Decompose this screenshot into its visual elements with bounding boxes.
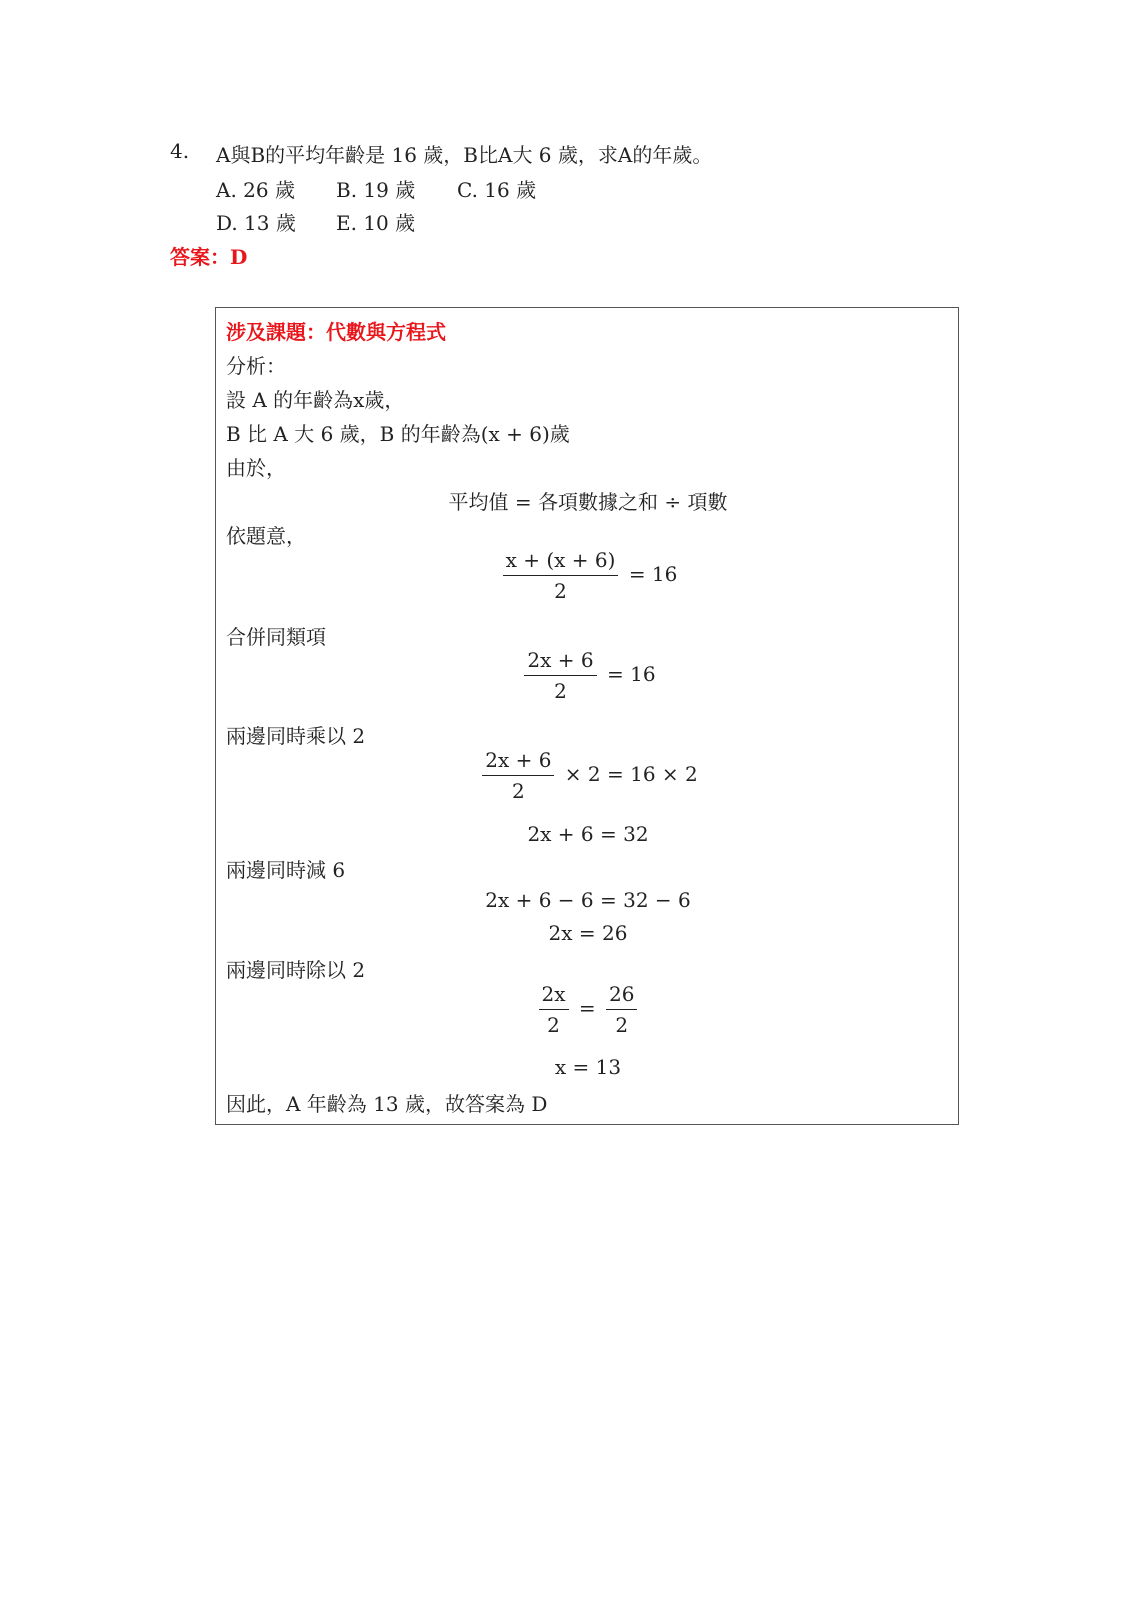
equation-7-left-fraction xyxy=(539,982,569,1037)
conclusion: 因此，A 年齡為 13 歲，故答案為 D xyxy=(226,1092,548,1116)
equation-3-fraction xyxy=(482,748,554,803)
average-formula: 平均值 = 各項數據之和 ÷ 項數 xyxy=(448,490,728,514)
answer-label: 答案：D xyxy=(170,245,248,269)
equation-3-denominator: 2 xyxy=(511,779,525,803)
topic-heading: 涉及課題：代數與方程式 xyxy=(226,320,446,344)
equation-7 xyxy=(216,982,960,1037)
analysis-label: 分析： xyxy=(226,354,286,378)
equation-7-right-fraction xyxy=(606,982,637,1037)
equation-7-left-denominator: 2 xyxy=(547,1013,560,1037)
equation-7-equals: = xyxy=(578,996,596,1020)
equation-1-numerator: x + (x + 6) xyxy=(503,548,619,576)
step-subtract-6: 兩邊同時減 6 xyxy=(226,858,346,882)
equation-1 xyxy=(216,548,960,603)
solution-line-1: 設 A 的年齡為x歲， xyxy=(226,388,405,412)
equation-3-numerator: 2x + 6 xyxy=(482,748,554,776)
solution-line-2: B 比 A 大 6 歲，B 的年齡為(x + 6)歲 xyxy=(226,422,570,446)
option-b: B. 19 歲 xyxy=(336,178,416,202)
step-divide-by-2: 兩邊同時除以 2 xyxy=(226,958,366,982)
step-combine-like-terms: 合併同類項 xyxy=(226,625,326,649)
equation-2-denominator: 2 xyxy=(554,679,567,703)
equation-3 xyxy=(216,748,960,803)
equation-2-rhs: = 16 xyxy=(606,662,656,686)
equation-7-right-denominator: 2 xyxy=(615,1013,629,1037)
step-multiply-by-2: 兩邊同時乘以 2 xyxy=(226,724,366,748)
equation-5: 2x + 6 − 6 = 32 − 6 xyxy=(485,888,691,912)
equation-4: 2x + 6 = 32 xyxy=(527,822,649,846)
equation-2-numerator: 2x + 6 xyxy=(524,648,596,676)
equation-2-fraction xyxy=(524,648,596,703)
option-d: D. 13 歲 xyxy=(216,211,296,235)
option-a: A. 26 歲 xyxy=(216,178,295,202)
equation-1-rhs: = 16 xyxy=(628,562,678,586)
option-c: C. 16 歲 xyxy=(457,178,537,202)
solution-line-4: 依題意， xyxy=(226,524,306,548)
equation-6: 2x = 26 xyxy=(548,921,628,945)
question-number: 4. xyxy=(170,139,190,163)
equation-1-denominator: 2 xyxy=(554,579,567,603)
solution-line-3: 由於， xyxy=(226,456,286,480)
equation-3-rhs: × 2 = 16 × 2 xyxy=(564,762,698,786)
equation-8: x = 13 xyxy=(554,1055,622,1079)
solution-box xyxy=(215,307,959,1125)
equation-1-fraction xyxy=(503,548,619,603)
option-e: E. 10 歲 xyxy=(336,211,416,235)
equation-2 xyxy=(216,648,960,703)
equation-7-right-numerator: 26 xyxy=(606,982,637,1010)
question-text: A與B的平均年齡是 16 歲，B比A大 6 歲，求A的年歲。 xyxy=(216,143,713,167)
equation-7-left-numerator: 2x xyxy=(539,982,569,1010)
